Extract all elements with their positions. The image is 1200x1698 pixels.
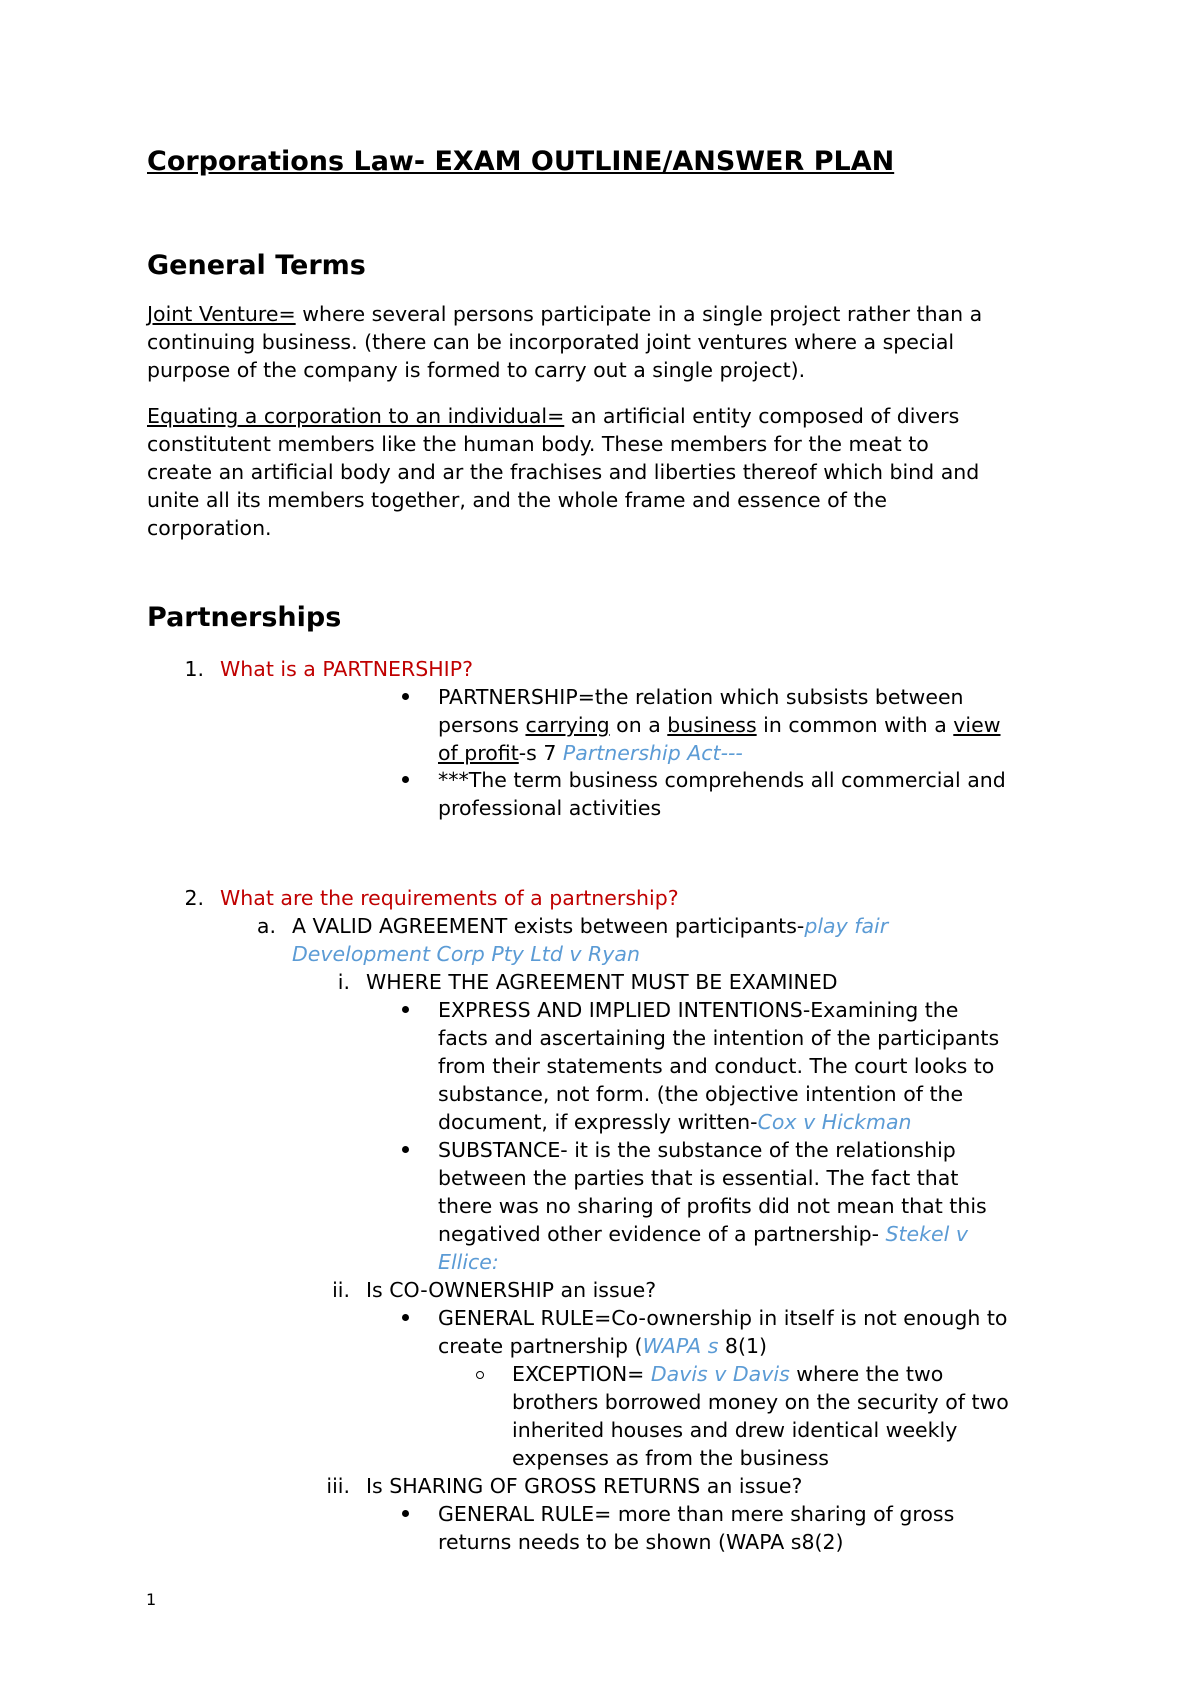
bullet-line: facts and ascertaining the intention of the participants: [438, 1026, 1000, 1050]
underlined-term: view: [953, 713, 1001, 737]
paragraph-line: corporation.: [147, 516, 272, 540]
sub-bullet-exception: [512, 1360, 1009, 1472]
bullet-co-ownership-rule: [438, 1304, 1007, 1360]
bullet-substance: [438, 1136, 987, 1276]
citation: Cox v Hickman: [757, 1110, 912, 1134]
heading-general-terms: General Terms: [147, 250, 366, 281]
citation: Ellice:: [438, 1250, 499, 1274]
bullet-line: professional activities: [438, 796, 662, 820]
paragraph-line: purpose of the company is formed to carry out a single project).: [147, 358, 806, 382]
bullet-icon: [402, 1006, 409, 1013]
bullet-line: [438, 1220, 987, 1248]
bullet-line: substance, not form. (the objective intention of the: [438, 1082, 964, 1106]
joint-venture-paragraph: [147, 300, 982, 384]
bullet-gross-returns-rule: [438, 1500, 954, 1556]
list-letter: a.: [256, 914, 276, 938]
page-number: 1: [146, 1590, 157, 1609]
bullet-line: [438, 711, 1001, 739]
bullet-line: there was no sharing of profits did not mean that this: [438, 1194, 987, 1218]
bullet-line: brothers borrowed money on the security of two: [512, 1390, 1009, 1414]
bullet-line: ***The term business comprehends all commercial and: [438, 768, 1006, 792]
text: an artificial entity composed of divers: [564, 404, 960, 428]
heading-partnerships: Partnerships: [147, 602, 342, 633]
bullet-icon: [402, 776, 409, 783]
citation: play fair: [804, 914, 889, 938]
citation: Davis v Davis: [650, 1362, 790, 1386]
citation: Stekel v: [885, 1222, 968, 1246]
bullet-line: [438, 1332, 1007, 1360]
underlined-term: of profit: [438, 741, 519, 765]
bullet-line: expenses as from the business: [512, 1446, 829, 1470]
bullet-icon: [402, 1314, 409, 1321]
list-number: 2.: [184, 886, 204, 910]
bullet-line: from their statements and conduct. The court looks to: [438, 1054, 995, 1078]
bullet-business-scope: [438, 766, 1006, 822]
list-roman: iii.: [326, 1474, 350, 1498]
bullet-line: GENERAL RULE=Co-ownership in itself is not enough to: [438, 1306, 1008, 1330]
paragraph-line: [147, 402, 979, 430]
bullet-line: returns needs to be shown (WAPA s8(2): [438, 1530, 844, 1554]
citation: Development Corp Pty Ltd v Ryan: [292, 942, 640, 966]
text: where several persons participate in a single project rather than a: [295, 302, 983, 326]
list-roman: ii.: [332, 1278, 350, 1302]
term-corporation: Equating a corporation to an individual=: [147, 404, 565, 428]
bullet-partnership-definition: [438, 683, 1001, 767]
bullet-line: inherited houses and drew identical weekly: [512, 1418, 958, 1442]
corporation-paragraph: [147, 402, 979, 542]
bullet-line: EXPRESS AND IMPLIED INTENTIONS-Examining the: [438, 998, 959, 1022]
paragraph-line: create an artificial body and ar the frachises and liberties thereof which bind and: [147, 460, 980, 484]
text: persons: [438, 713, 526, 737]
item-line: [292, 912, 888, 940]
item-agreement-examined: WHERE THE AGREEMENT MUST BE EXAMINED: [366, 970, 838, 994]
text: on a: [609, 713, 668, 737]
bullet-line: [438, 1108, 999, 1136]
text: document, if expressly written-: [438, 1110, 758, 1134]
paragraph-line: continuing business. (there can be incorporated joint ventures where a special: [147, 330, 955, 354]
text: A VALID AGREEMENT exists between participants-: [292, 914, 805, 938]
circle-bullet-icon: [476, 1371, 484, 1379]
citation: WAPA s: [642, 1334, 719, 1358]
bullet-line: SUBSTANCE- it is the substance of the relationship: [438, 1138, 956, 1162]
list-roman: i.: [337, 970, 350, 994]
bullet-line: PARTNERSHIP=the relation which subsists between: [438, 685, 964, 709]
item-valid-agreement: [292, 912, 888, 968]
text: in common with a: [756, 713, 954, 737]
question-1: What is a PARTNERSHIP?: [220, 657, 473, 681]
text: negatived other evidence of a partnership-: [438, 1222, 886, 1246]
bullet-icon: [402, 693, 409, 700]
bullet-line: [438, 739, 1001, 767]
text: -s 7: [518, 741, 563, 765]
item-co-ownership: Is CO-OWNERSHIP an issue?: [366, 1278, 657, 1302]
document-title: Corporations Law- EXAM OUTLINE/ANSWER PLAN: [147, 146, 895, 177]
bullet-icon: [402, 1146, 409, 1153]
text: where the two: [789, 1362, 944, 1386]
bullet-icon: [402, 1510, 409, 1517]
text: EXCEPTION=: [512, 1362, 651, 1386]
paragraph-line: [147, 300, 982, 328]
paragraph-line: constitutent members like the human body. These members for the meat to: [147, 432, 929, 456]
bullet-express-implied: [438, 996, 999, 1136]
underlined-term: business: [667, 713, 757, 737]
item-gross-returns: Is SHARING OF GROSS RETURNS an issue?: [366, 1474, 803, 1498]
paragraph-line: unite all its members together, and the whole frame and essence of the: [147, 488, 888, 512]
term-joint-venture: Joint Venture=: [147, 302, 296, 326]
citation: Partnership Act---: [562, 741, 743, 765]
bullet-line: [512, 1360, 1009, 1388]
text: create partnership (: [438, 1334, 643, 1358]
list-number: 1.: [184, 657, 204, 681]
bullet-line: GENERAL RULE= more than mere sharing of gross: [438, 1502, 955, 1526]
text: 8(1): [718, 1334, 768, 1358]
bullet-line: between the parties that is essential. The fact that: [438, 1166, 959, 1190]
underlined-term: carrying: [525, 713, 610, 737]
question-2: What are the requirements of a partnership?: [220, 886, 679, 910]
